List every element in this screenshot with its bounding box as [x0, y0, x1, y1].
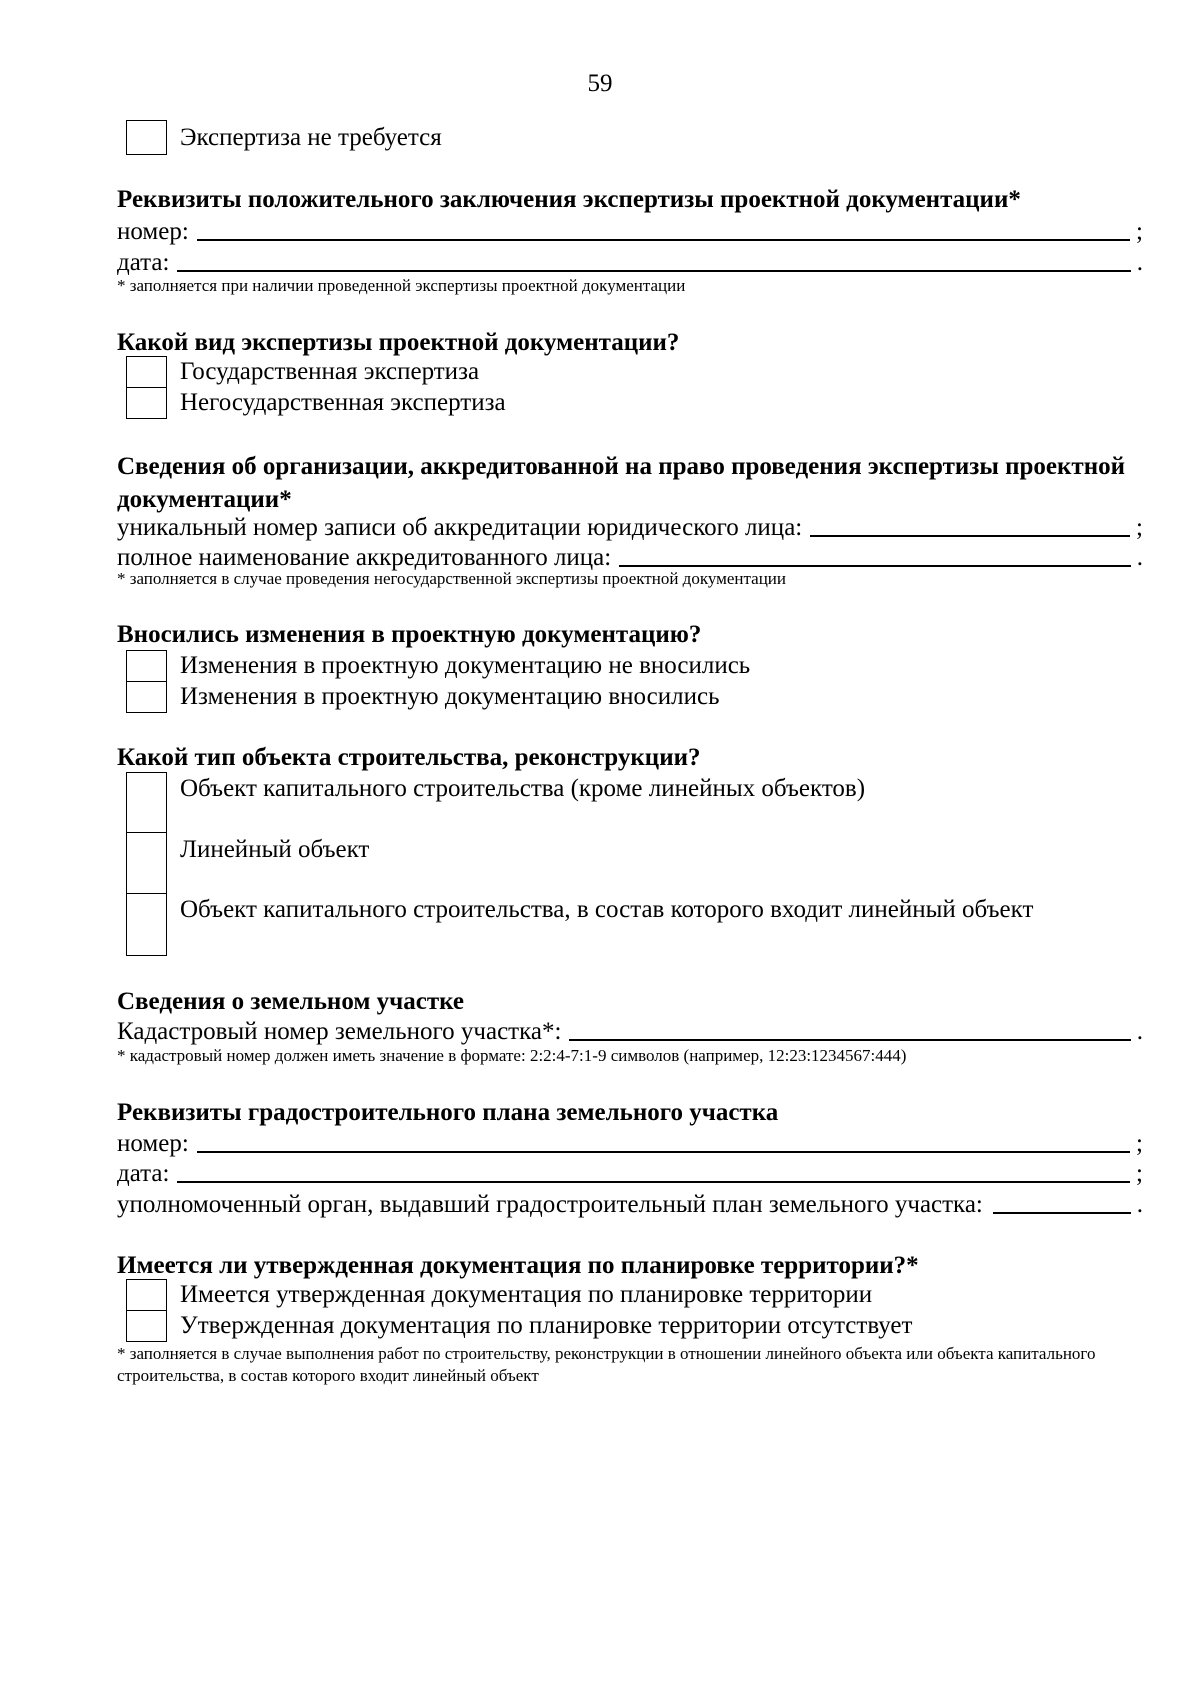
option-label: Изменения в проектную документацию вносились	[180, 683, 720, 710]
option-label: Негосударственная экспертиза	[180, 389, 506, 416]
checkbox-planning-docs-absent[interactable]	[126, 1311, 167, 1342]
accreditation-number-label: уникальный номер записи об аккредитации юридического лица:	[117, 514, 803, 541]
expertise-date-field[interactable]	[177, 269, 1130, 272]
checkbox-linear-object[interactable]	[126, 833, 167, 894]
line-end: .	[1136, 544, 1143, 571]
option-label: Линейный объект	[180, 836, 370, 863]
gpzu-authority-line	[117, 1188, 1143, 1221]
gpzu-date-field[interactable]	[177, 1180, 1130, 1183]
option-label: Экспертиза не требуется	[180, 124, 442, 151]
section-title-object-type: Какой тип объекта строительства, реконструкции?	[117, 744, 701, 771]
checkbox-state-expertise[interactable]	[126, 356, 167, 388]
expertise-number-field[interactable]	[197, 238, 1130, 241]
checkbox-nonstate-expertise[interactable]	[126, 388, 167, 419]
section-title-expertise-details: Реквизиты положительного заключения экспертизы проектной документации*	[117, 186, 1021, 213]
line-end: ;	[1136, 514, 1143, 541]
cadastral-number-label: Кадастровый номер земельного участка*:	[117, 1018, 562, 1045]
accreditation-number-field[interactable]	[810, 534, 1130, 537]
checkbox-capital-with-linear[interactable]	[126, 894, 167, 956]
gpzu-date-line	[117, 1157, 1143, 1190]
option-label: Изменения в проектную документацию не вносились	[180, 652, 751, 679]
expertise-number-line	[117, 215, 1143, 248]
cadastral-number-line	[117, 1015, 1143, 1048]
checkbox-changes-made[interactable]	[126, 682, 167, 713]
footnote: * заполняется в случае проведения негосударственной экспертизы проектной документации	[117, 569, 787, 588]
accreditation-number-line	[117, 511, 1143, 544]
option-label: Государственная экспертиза	[180, 358, 480, 385]
line-end: .	[1136, 1018, 1143, 1045]
number-label: номер:	[117, 1130, 189, 1157]
page-number: 59	[587, 70, 613, 97]
line-end: ;	[1136, 1130, 1143, 1157]
accredited-name-field[interactable]	[619, 564, 1131, 567]
section-title-expertise-type: Какой вид экспертизы проектной документации?	[117, 329, 680, 356]
footnote: * кадастровый номер должен иметь значение в формате: 2:2:4-7:1-9 символов (например, 12:23:1234567:444)	[117, 1046, 907, 1065]
date-label: дата:	[117, 1160, 170, 1187]
section-title-changes: Вносились изменения в проектную документацию?	[117, 621, 702, 648]
checkbox-no-expertise[interactable]	[126, 120, 167, 155]
option-label: Объект капитального строительства (кроме линейных объектов)	[180, 775, 866, 802]
section-title-gpzu: Реквизиты градостроительного плана земельного участка	[117, 1099, 779, 1126]
section-title-accredited-org: Сведения об организации, аккредитованной на право проведения экспертизы проектной документации*	[117, 453, 1126, 513]
checkbox-planning-docs-exist[interactable]	[126, 1279, 167, 1311]
footnote: * заполняется при наличии проведенной экспертизы проектной документации	[117, 276, 686, 295]
line-end: .	[1136, 1191, 1143, 1218]
option-label: Утвержденная документация по планировке территории отсутствует	[180, 1312, 913, 1339]
date-label: дата:	[117, 249, 170, 276]
authority-label: уполномоченный орган, выдавший градостроительный план земельного участка:	[117, 1191, 983, 1218]
gpzu-number-line	[117, 1127, 1143, 1160]
checkbox-no-changes[interactable]	[126, 650, 167, 682]
line-end: ;	[1136, 1160, 1143, 1187]
section-title-land-plot: Сведения о земельном участке	[117, 988, 464, 1015]
gpzu-number-field[interactable]	[197, 1150, 1130, 1153]
footnote: * заполняется в случае выполнения работ по строительству, реконструкции в отношении линейного объекта или объекта капитального строительства, в состав которого входит линейный объект	[117, 1344, 1096, 1385]
section-title-planning-docs: Имеется ли утвержденная документация по планировке территории?*	[117, 1252, 919, 1279]
line-end: .	[1136, 249, 1143, 276]
line-end: ;	[1136, 218, 1143, 245]
checkbox-capital-object[interactable]	[126, 772, 167, 833]
option-label: Объект капитального строительства, в состав которого входит линейный объект	[180, 896, 1034, 923]
gpzu-authority-field[interactable]	[993, 1211, 1131, 1214]
number-label: номер:	[117, 218, 189, 245]
option-label: Имеется утвержденная документация по планировке территории	[180, 1281, 873, 1308]
cadastral-number-field[interactable]	[569, 1038, 1130, 1041]
accredited-name-label: полное наименование аккредитованного лица:	[117, 544, 612, 571]
